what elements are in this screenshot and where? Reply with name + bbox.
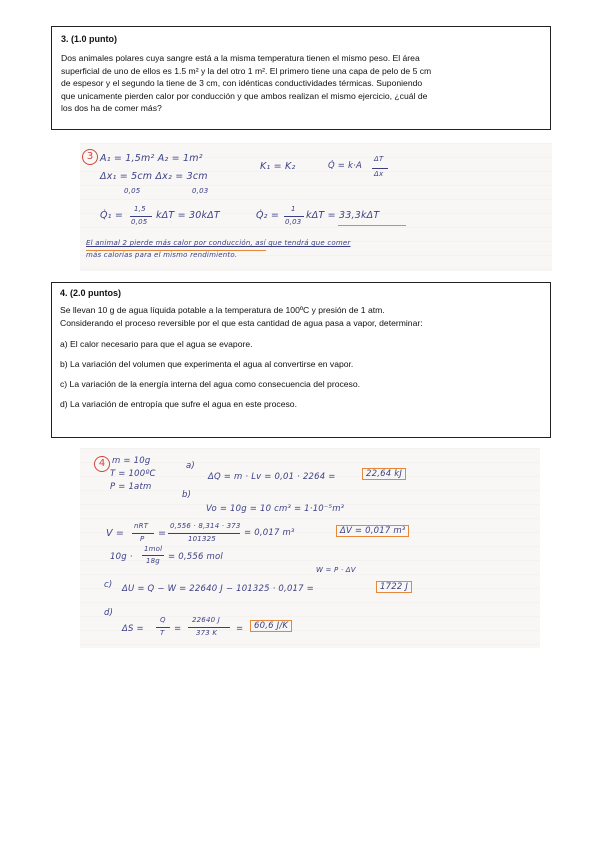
- sol4-moles-den: 18g: [146, 557, 160, 565]
- question-4-item-b: b) La variación del volumen que experimenta el agua al convertirse en vapor.: [60, 359, 354, 370]
- sol4-part-b-label: b): [182, 490, 192, 500]
- sol4-part-d-label: d): [104, 608, 114, 618]
- question-4-item-d: d) La variación de entropía que sufre el agua en este proceso.: [60, 399, 297, 410]
- sol4-volume-den: P: [140, 535, 145, 543]
- solution-4-number: 4: [94, 456, 110, 472]
- sol3-conclusion-line2: más calorías para el mismo rendimiento.: [86, 251, 238, 259]
- question-3-line: Dos animales polares cuya sangre está a la misma temperatura tienen el mismo peso. El área: [61, 53, 420, 63]
- sol3-q2-den: 0,03: [285, 218, 302, 226]
- solution-4-photo: [80, 448, 540, 648]
- sol4-part-d-q: Q: [160, 616, 166, 624]
- sol4-moles-result: = 0,556 mol: [168, 552, 223, 562]
- question-4-title: 4. (2.0 puntos): [60, 288, 122, 298]
- fraction-bar: [188, 627, 230, 628]
- sol4-volume-calc-result: = 0,017 m³: [244, 528, 295, 538]
- question-3-line: superficial de uno de ellos es 1.5 m² y la del otro 1 m². El primero tiene una capa de pelo de 5 cm: [61, 65, 432, 76]
- fraction-bar: [130, 216, 152, 217]
- sol3-q1-result: kΔT = 30kΔT: [156, 210, 220, 221]
- fraction-bar: [156, 627, 170, 628]
- sol4-initial-volume: Vo = 10g = 10 cm³ = 1·10⁻⁵m³: [206, 504, 345, 514]
- sol4-part-d-t: T: [160, 629, 165, 637]
- sol3-formula-num: ΔT: [374, 155, 384, 163]
- sol4-volume-calc-num: 0,556 · 8,314 · 373: [170, 522, 241, 530]
- solution-3-number: 3: [82, 149, 98, 165]
- question-3-line: que unicamente pierden calor por conducción y que ambos realizan el mismo ejercicio, ¿cuál de: [61, 90, 428, 101]
- sol4-volume-eq: =: [158, 528, 167, 539]
- sol3-formula-den: Δx: [374, 170, 384, 178]
- sol4-volume-num: nRT: [134, 522, 149, 530]
- question-3-line: de espesor y el segundo la tiene de 3 cm, con idénticas conductividades térmicas. Suponiendo: [61, 78, 423, 89]
- sol3-areas: A₁ = 1,5m² A₂ = 1m²: [100, 153, 203, 164]
- sol3-thickness-2: 0,03: [192, 187, 209, 195]
- question-4-item-c: c) La variación de la energía interna del agua como consecuencia del proceso.: [60, 379, 361, 390]
- fraction-bar: [372, 168, 388, 169]
- sol3-q1-label: Q̇₁ =: [100, 210, 124, 221]
- sol4-temperature: T = 100ºC: [110, 469, 156, 479]
- question-4-box: [51, 282, 551, 438]
- question-4-intro: [60, 304, 542, 329]
- question-4-intro-line: Considerando el proceso reversible por el que esta cantidad de agua pasa a vapor, determinar:: [60, 317, 423, 328]
- sol3-q1-den: 0,05: [131, 218, 148, 226]
- sol4-part-d-result: 60,6 J/K: [250, 620, 292, 632]
- sol3-thickness: Δx₁ = 5cm Δx₂ = 3cm: [100, 171, 208, 182]
- sol4-pressure: P = 1atm: [110, 482, 152, 492]
- sol4-volume-calc-den: 101325: [188, 535, 216, 543]
- sol4-part-c-result: 1722 J: [376, 581, 412, 593]
- sol4-part-c-eq: ΔU = Q − W = 22640 J − 101325 · 0,017 =: [122, 584, 314, 594]
- question-3-title: 3. (1.0 punto): [61, 34, 117, 44]
- sol3-formula: Q̇ = k·A: [328, 161, 363, 171]
- sol4-part-b-result: ΔV = 0,017 m³: [336, 525, 409, 537]
- fraction-bar: [132, 533, 154, 534]
- sol3-q2-label: Q̇₂ =: [256, 210, 280, 221]
- question-3-line: los dos ha de comer más?: [61, 103, 162, 114]
- sol4-part-d-den: 373 K: [196, 629, 218, 637]
- solution-3-photo: [80, 143, 552, 271]
- sol4-work-note: W = P · ΔV: [316, 566, 356, 574]
- sol4-moles-calc: 10g ·: [110, 552, 133, 562]
- fraction-bar: [284, 216, 304, 217]
- sol4-part-d-num: 22640 J: [192, 616, 220, 624]
- highlight-underline: [338, 225, 406, 226]
- sol4-part-c-label: c): [104, 580, 113, 590]
- question-3-box: [51, 26, 551, 130]
- sol4-moles-num: 1mol: [144, 545, 163, 553]
- sol4-part-a-eq: ΔQ = m · Lv = 0,01 · 2264 =: [208, 472, 336, 482]
- sol4-part-d-eq: =: [174, 624, 182, 634]
- sol3-conclusion-line1: El animal 2 pierde más calor por conducción, así que tendrá que comer: [86, 239, 351, 247]
- sol4-mass: m = 10g: [112, 456, 151, 466]
- fraction-bar: [168, 533, 240, 534]
- sol3-q2-num: 1: [291, 205, 296, 213]
- sol4-part-d-left: ΔS =: [122, 624, 144, 634]
- sol3-q1-num: 1,5: [134, 205, 146, 213]
- sol3-q2-result: kΔT = 33,3kΔT: [306, 210, 380, 221]
- sol4-part-a-label: a): [186, 461, 195, 471]
- question-4-item-a: a) El calor necesario para que el agua se evapore.: [60, 339, 253, 350]
- sol3-thickness-1: 0,05: [124, 187, 141, 195]
- sol4-part-d-equals: =: [236, 624, 244, 634]
- sol3-conductivities: K₁ = K₂: [260, 161, 296, 172]
- question-4-intro-line: Se llevan 10 g de agua líquida potable a la temperatura de 100ºC y presión de 1 atm.: [60, 305, 385, 315]
- sol4-part-a-result: 22,64 kJ: [362, 468, 406, 480]
- sol4-volume-label: V =: [106, 528, 125, 539]
- fraction-bar: [142, 555, 164, 556]
